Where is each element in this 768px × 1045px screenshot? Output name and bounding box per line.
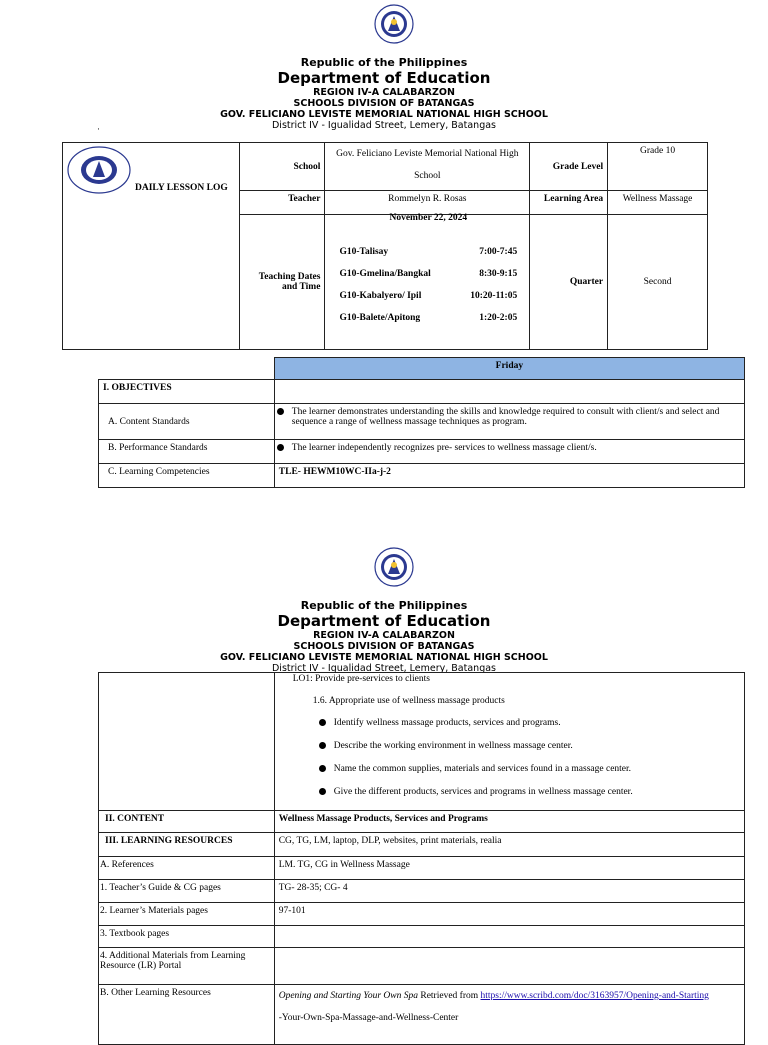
section-time: 7:00-7:45: [479, 247, 518, 257]
deped-seal-small: [67, 146, 131, 194]
resource-link-continued: -Your-Own-Spa-Massage-and-Wellness-Center: [278, 1013, 459, 1023]
resource-link[interactable]: https://www.scribd.com/doc/3163957/Opening-and-Starting: [480, 991, 709, 1001]
region-text: REGION IV-A CALABARZON: [313, 630, 455, 641]
lo-sub-text: 1.6. Appropriate use of wellness massage products: [312, 696, 505, 706]
department-text: Department of Education: [277, 69, 491, 87]
section-name: G10-Talisay: [339, 247, 389, 257]
objectives-table: [98, 357, 745, 488]
competencies-code: TLE- HEWM10WC-IIa-j-2: [274, 464, 744, 488]
department-text: Department of Education: [277, 612, 491, 630]
section-time: 1:20-2:05: [479, 313, 518, 323]
quarter-value: Second: [608, 215, 708, 350]
content-label: II. CONTENT: [99, 811, 275, 833]
references-label: A. References: [99, 857, 275, 880]
resources-label: III. LEARNING RESOURCES: [99, 833, 275, 857]
division-text: SCHOOLS DIVISION OF BATANGAS: [293, 641, 475, 652]
competencies-label: C. Learning Competencies: [99, 464, 275, 488]
lo-text: LO1: Provide pre-services to clients: [292, 674, 430, 684]
school-label: School: [239, 143, 325, 191]
log-title-cell: [63, 143, 240, 350]
learning-outcomes-cell: [274, 673, 744, 811]
lesson-details-table: [98, 672, 745, 1045]
schedule-row: [339, 307, 517, 329]
header: [0, 56, 768, 132]
list-item: Identify wellness massage products, services and programs.: [279, 718, 740, 741]
tg-label: 1. Teacher’s Guide & CG pages: [99, 880, 275, 903]
content-value: Wellness Massage Products, Services and Programs: [274, 811, 744, 833]
teacher-label: Teacher: [239, 191, 325, 215]
address-text: District IV - Igualidad Street, Lemery, Batangas: [271, 120, 496, 131]
textbook-label: 3. Textbook pages: [99, 926, 275, 948]
grade-label: Grade Level: [530, 143, 608, 191]
teacher-value: Rommelyn R. Rosas: [325, 191, 530, 215]
tg-value: TG- 28-35; CG- 4: [274, 880, 744, 903]
section-time: 8:30-9:15: [479, 269, 518, 279]
address-text: District IV - Igualidad Street, Lemery, Batangas: [271, 663, 496, 674]
section-name: G10-Balete/Apitong: [339, 313, 421, 323]
schedule-list: [339, 241, 517, 329]
section-name: G10-Gmelina/Bangkal: [339, 269, 431, 279]
stray-dot: ·: [97, 124, 100, 134]
day-header: Friday: [274, 358, 744, 380]
objectives-heading: I. OBJECTIVES: [99, 380, 275, 404]
schedule-row: [339, 263, 517, 285]
performance-standards-cell: [274, 440, 744, 464]
grade-value: Grade 10: [608, 143, 708, 191]
section-time: 10:20-11:05: [470, 291, 518, 301]
republic-text: Republic of the Philippines: [300, 56, 468, 69]
schedule-row: [339, 241, 517, 263]
bullet-icon: [319, 765, 326, 772]
section-name: G10-Kabalyero/ Ipil: [339, 291, 422, 301]
teaching-date: November 22, 2024: [389, 213, 468, 223]
performance-standards-text: The learner independently recognizes pre- services to wellness massage client/s.: [291, 443, 597, 453]
area-value: Wellness Massage: [608, 191, 708, 215]
other-resources-cell: Opening and Starting Your Own Spa Retrieved from https://www.scribd.com/doc/3163957/Opening-and-Starting -Your-Own-Spa-Massage-and-Wellness-Center: [274, 985, 744, 1045]
lm-value: 97-101: [274, 903, 744, 926]
bullet-icon: [277, 408, 284, 415]
resources-value: CG, TG, LM, laptop, DLP, websites, print materials, realia: [274, 833, 744, 857]
bullet-icon: [319, 788, 326, 795]
school-text: GOV. FELICIANO LEVISTE MEMORIAL NATIONAL HIGH SCHOOL: [220, 652, 548, 663]
area-label: Learning Area: [530, 191, 608, 215]
log-title: DAILY LESSON LOG: [135, 183, 228, 193]
content-standards-text: The learner demonstrates understanding the skills and knowledge required to consult with client/s and select and sequence a range of wellness massage techniques as program.: [291, 407, 720, 427]
schedule-row: [339, 285, 517, 307]
other-resources-label: B. Other Learning Resources: [99, 985, 275, 1045]
lm-label: 2. Learner’s Materials pages: [99, 903, 275, 926]
additional-materials-label: 4. Additional Materials from Learning Resource (LR) Portal: [99, 948, 275, 985]
list-item: Describe the working environment in wellness massage center.: [279, 741, 740, 764]
lesson-log-table: [62, 142, 708, 350]
performance-standards-label: B. Performance Standards: [99, 440, 275, 464]
deped-seal: [374, 547, 414, 587]
bullet-icon: [277, 444, 284, 451]
list-item: Name the common supplies, materials and services found in a massage center.: [279, 764, 740, 787]
republic-text: Republic of the Philippines: [300, 599, 468, 612]
school-value: Gov. Feliciano Leviste Memorial National High School: [325, 143, 530, 191]
list-item: Give the different products, services and programs in wellness massage center.: [279, 787, 740, 807]
resource-title: Opening and Starting Your Own Spa: [278, 991, 418, 1001]
bullet-icon: [319, 719, 326, 726]
schedule-cell: [325, 215, 530, 350]
quarter-label: Quarter: [530, 215, 608, 350]
school-text: GOV. FELICIANO LEVISTE MEMORIAL NATIONAL HIGH SCHOOL: [220, 109, 548, 120]
dates-label: Teaching Dates and Time: [239, 215, 325, 350]
region-text: REGION IV-A CALABARZON: [313, 87, 455, 98]
bullet-icon: [319, 742, 326, 749]
content-standards-label: A. Content Standards: [99, 404, 275, 440]
references-value: LM. TG, CG in Wellness Massage: [274, 857, 744, 880]
header: [0, 599, 768, 675]
deped-seal: [374, 4, 414, 44]
division-text: SCHOOLS DIVISION OF BATANGAS: [293, 98, 475, 109]
content-standards-cell: [274, 404, 744, 440]
